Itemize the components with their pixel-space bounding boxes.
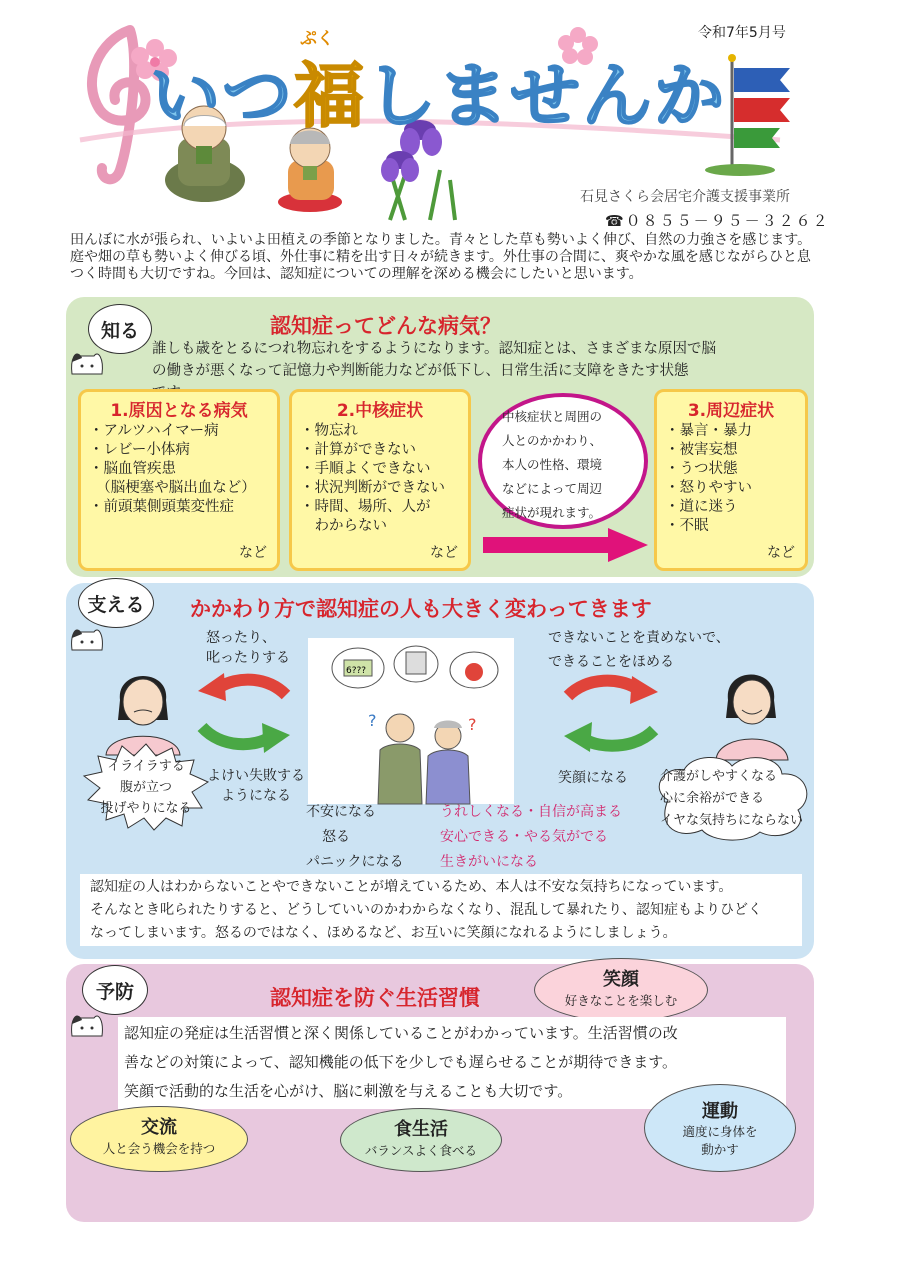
phone-number: ☎０８５５－９５－３２６２ (605, 212, 830, 230)
cause-etc: など (239, 545, 267, 561)
intro-paragraph-2: 庭や畑の草も勢いよく伸びる頃、外仕事に精を出す日々が続きます。外仕事の合間に、爽やかな風を感じながらひと息つく時間も大切ですね。今回は、認知症についての理解を深める機会にしたいと思います。 (70, 249, 811, 282)
care-benefit-line: 介護がしやすくなる (660, 769, 778, 784)
core-symptom-box (289, 389, 471, 571)
scold-line: 怒ったり、 (206, 630, 276, 646)
exchange-cloud (70, 1106, 248, 1172)
relation-line: 症状が現れます。 (502, 505, 602, 520)
positive-line: 安心できる・やる気がでる (440, 829, 608, 845)
relation-line: などによって周辺 (502, 481, 603, 496)
anxiety-line: 怒る (322, 829, 350, 845)
know-lead-line-2: の働きが悪くなって記憶力や判断能力などが低下し、日常生活に支障をきたす状態 (152, 363, 689, 379)
frustration-line: 投げやりになる (100, 801, 192, 816)
title-part2: しませんか (366, 54, 726, 137)
cat-icon (68, 1008, 106, 1038)
card-question-text: 6??? (346, 666, 367, 676)
relation-line: 中核症状と周囲の (502, 409, 603, 424)
core-list (300, 422, 445, 536)
newsletter-title (150, 40, 726, 141)
frustration-text (96, 756, 196, 819)
diet-sub: バランスよく食べる (364, 1143, 478, 1158)
smile-title: 笑顔 (603, 969, 639, 990)
cycle-arrows-right-icon (560, 670, 660, 760)
peripheral-etc: など (767, 545, 795, 561)
list-item: ・状況判断ができない (300, 480, 445, 496)
know-lead (152, 338, 772, 388)
prevent-body-line: 認知症の発症は生活習慣と深く関係していることがわかっています。生活習慣の改 (124, 1024, 678, 1042)
list-item: （脳梗塞や脳出血など） (89, 480, 256, 496)
tag-prevent: 予防 (82, 965, 148, 1015)
know-title: 認知症ってどんな病気？ (270, 314, 501, 338)
prevent-title: 認知症を防ぐ生活習慣 (270, 986, 480, 1010)
care-benefit-line: 心に余裕ができる (660, 791, 765, 806)
support-note-line: なってしまいます。怒るのではなく、ほめるなど、お互いに笑顔になれるようにしましょう。 (90, 925, 677, 941)
anxiety-text (306, 800, 403, 875)
frustration-line: 腹が立つ (119, 780, 172, 795)
title-ruby: ぷく (300, 29, 334, 49)
peripheral-list (665, 422, 752, 536)
issue-date: 令和7年5月号 (698, 25, 786, 41)
office-name: 石見さくら会居宅介護支援事業所 (580, 189, 790, 205)
anxiety-line: パニックになる (306, 854, 404, 870)
support-note-line: そんなとき叱られたりすると、どうしていいのかわからなくなり、混乱して暴れたり、認知症もよりひどく (90, 902, 762, 918)
list-item: わからない (300, 518, 387, 534)
scold-text (206, 628, 290, 668)
core-heading: 2.中核症状 (336, 401, 424, 421)
list-item: ・暴言・暴力 (665, 423, 752, 439)
list-item: ・手順よくできない (300, 461, 431, 477)
prevent-body-line: 善などの対策によって、認知機能の低下を少しでも遅らせることが期待できます。 (124, 1053, 678, 1071)
more-mistakes-text (206, 766, 306, 806)
exercise-cloud (644, 1084, 796, 1172)
care-benefit-text (660, 766, 803, 832)
angry-caregiver-icon (98, 660, 188, 755)
scold-line: 叱ったりする (206, 650, 290, 666)
title-fuku: 福 (294, 54, 366, 137)
list-item: ・レビー小体病 (89, 442, 190, 458)
cause-list (89, 422, 256, 517)
cause-box (78, 389, 280, 571)
know-lead-line-1: 誰しも歳をとるにつれ物忘れをするようになります。認知症とは、さまざまな原因で脳 (152, 341, 717, 357)
diet-cloud (340, 1108, 502, 1172)
tag-know: 知る (88, 304, 152, 354)
list-item: ・道に迷う (665, 499, 738, 515)
cause-heading: 1.原因となる病気 (110, 401, 248, 421)
support-title: かかわり方で認知症の人も大きく変わってきます (190, 597, 652, 621)
cycle-arrows-left-icon (196, 665, 292, 761)
relation-line: 本人の性格、環境 (502, 457, 603, 472)
peripheral-heading: 3.周辺症状 (687, 401, 775, 421)
peripheral-symptom-box (654, 389, 808, 571)
praise-line: できないことを責めないで、 (548, 630, 730, 646)
list-item: ・計算ができない (300, 442, 416, 458)
support-note (80, 874, 802, 946)
relation-oval (478, 393, 648, 529)
mistake-line: ようになる (221, 788, 291, 804)
center-illustration (308, 638, 514, 804)
exercise-sub: 動かす (701, 1142, 739, 1157)
relation-line: 人とのかかわり、 (502, 433, 603, 448)
anxiety-line: 不安になる (306, 804, 376, 820)
smile-cloud (534, 958, 708, 1022)
exchange-title: 交流 (141, 1117, 177, 1138)
exercise-title: 運動 (702, 1101, 738, 1122)
mistake-line: よけい失敗する (207, 768, 305, 784)
exchange-sub: 人と会う機会を持つ (102, 1141, 216, 1156)
core-etc: など (430, 545, 458, 561)
list-item: ・時間、場所、人が (300, 499, 431, 515)
smile-result-text: 笑顔になる (558, 770, 628, 786)
positive-effect-text (440, 800, 622, 875)
diet-title: 食生活 (394, 1119, 448, 1140)
smiling-caregiver-icon (712, 660, 792, 760)
praise-text (548, 626, 730, 674)
list-item: ・怒りやすい (665, 480, 752, 496)
tag-support: 支える (78, 578, 154, 628)
intro-text (70, 232, 820, 298)
intro-paragraph-1: 田んぼに水が張られ、いよいよ田植えの季節となりました。青々とした草も勢いよく伸び、自然の力強さを感じます。 (70, 232, 812, 248)
positive-line: うれしくなる・自信が高まる (440, 804, 622, 820)
exercise-sub: 適度に身体を (682, 1124, 758, 1139)
title-part1: いつ (150, 54, 294, 137)
list-item: ・うつ状態 (665, 461, 738, 477)
cat-icon (68, 622, 106, 652)
list-item: ・不眠 (665, 518, 709, 534)
list-item: ・物忘れ (300, 423, 358, 439)
list-item: ・前頭葉側頭葉変性症 (89, 499, 234, 515)
list-item: ・被害妄想 (665, 442, 738, 458)
smile-sub: 好きなことを楽しむ (564, 993, 678, 1008)
prevent-body-line: 笑顔で活動的な生活を心がけ、脳に刺激を与えることも大切です。 (124, 1082, 573, 1100)
frustration-line: イライラする (107, 759, 185, 774)
positive-line: 生きがいになる (440, 854, 538, 870)
question-mark-icon: ? (368, 711, 377, 730)
confused-elderly-icon (308, 638, 514, 804)
care-benefit-line: イヤな気持ちにならない (660, 813, 804, 828)
list-item: ・アルツハイマー病 (89, 423, 219, 439)
cat-icon (68, 346, 106, 376)
question-mark-icon: ? (468, 715, 477, 734)
arrow-right-icon (483, 528, 648, 562)
relation-text (502, 405, 626, 525)
praise-line: できることをほめる (548, 654, 674, 670)
support-note-line: 認知症の人はわからないことやできないことが増えているため、本人は不安な気持ちになっています。 (90, 879, 733, 895)
list-item: ・脳血管疾患 (89, 461, 176, 477)
